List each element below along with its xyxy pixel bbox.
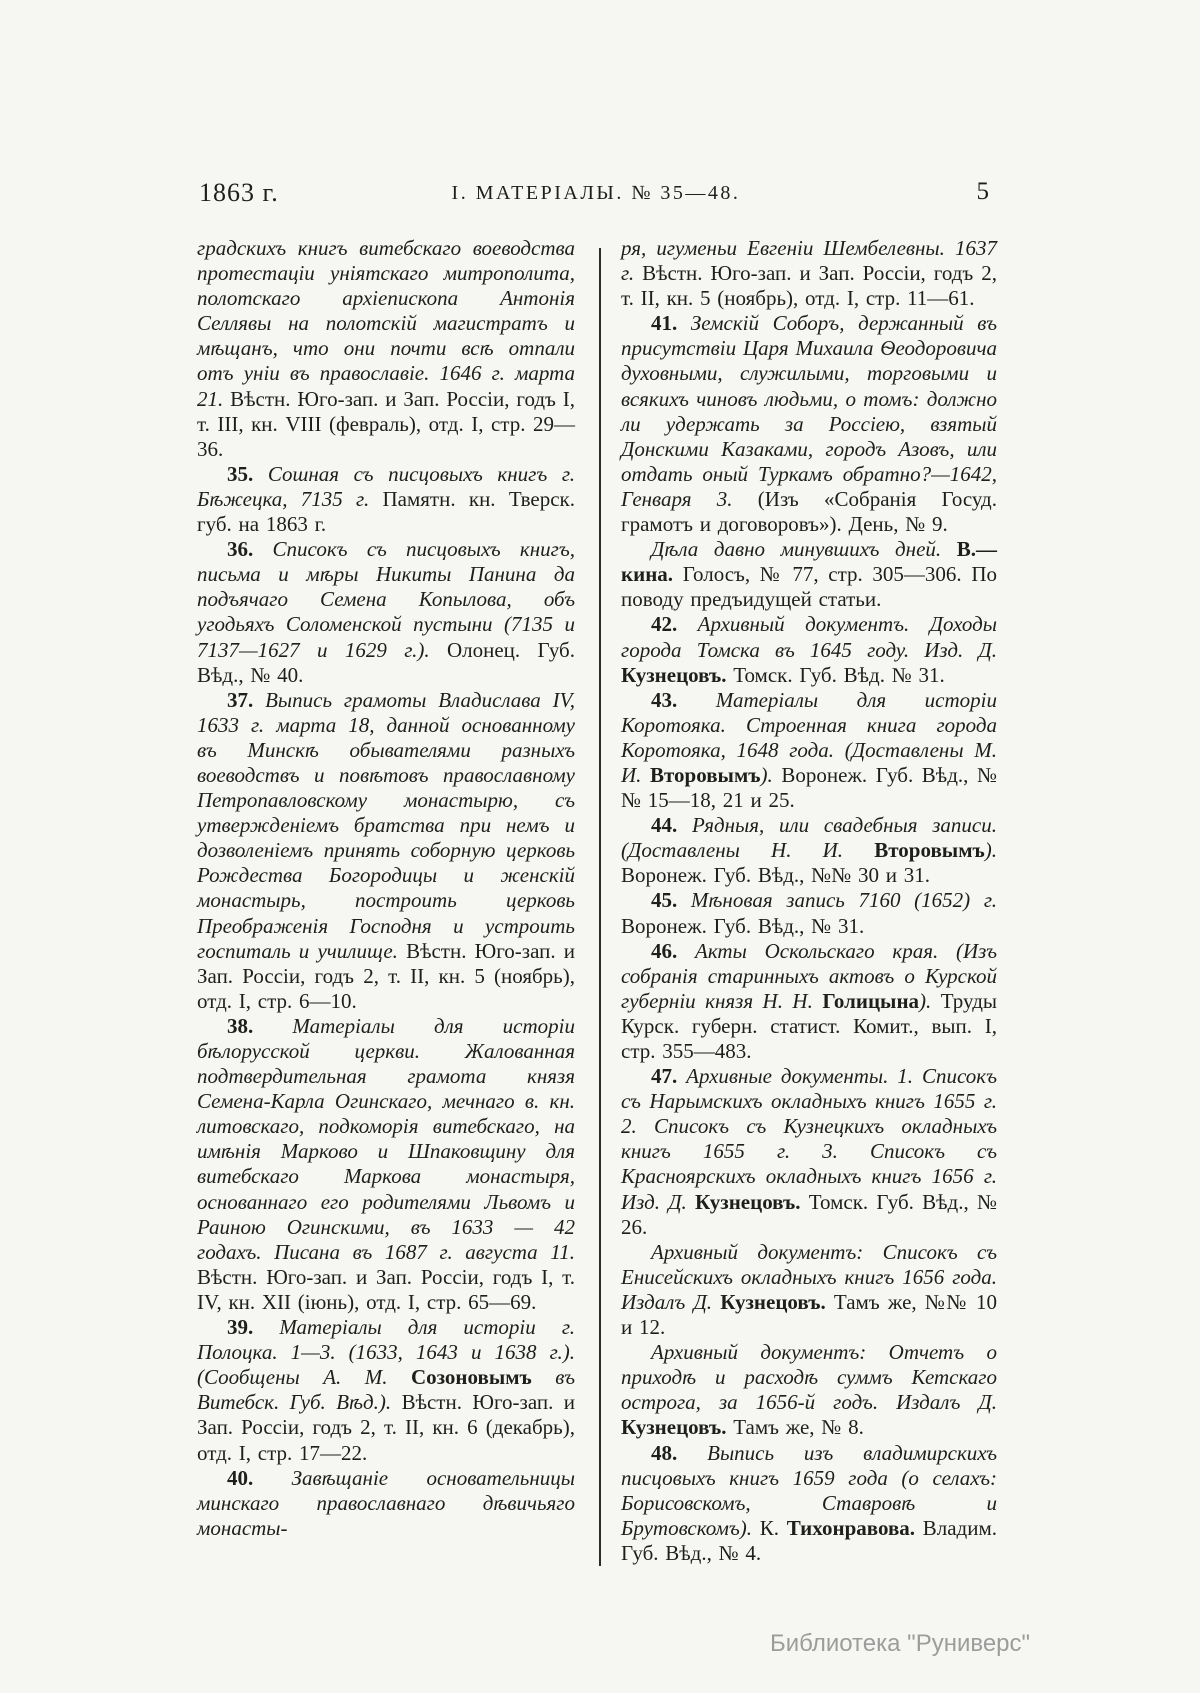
text-segment: Кузнецовъ. bbox=[695, 1189, 801, 1214]
text-segment: Тамъ же, №№ 10 и 12. bbox=[621, 1289, 998, 1340]
text-segment: Вѣстн. Юго-зап. и Зап. Россіи, годъ 2, т. II, кн. 5 (ноябрь), отд. I, стр. 11—61. bbox=[621, 261, 998, 311]
text-segment: 45. bbox=[651, 888, 678, 913]
entry-paragraph bbox=[621, 612, 997, 687]
text-segment: Томск. Губ. Вѣд. № 31. bbox=[726, 662, 945, 687]
text-segment: въ Витебск. Губ. Вѣд.). bbox=[197, 1365, 575, 1415]
text-segment: Вѣстн. Юго-зап. и Зап. Россіи, годъ 2, т. II, кн. 5 (ноябрь), отд. I, стр. 6—10. bbox=[197, 938, 575, 1013]
text-segment: Матеріалы для исторіи Коротояка. Строенная книга города Коротояка, 1648 года. (Доставлены М. И. bbox=[621, 687, 997, 787]
text-segment: 46. bbox=[651, 938, 678, 963]
text-segment: Созоновымъ bbox=[410, 1365, 532, 1390]
entry-paragraph bbox=[621, 688, 997, 813]
text-segment: Сошная съ писцовыхъ книгъ г. Бѣжецка, 7135 г. bbox=[197, 461, 575, 511]
text-segment: Акты Оскольскаго края. (Изъ собранія старинныхъ актовъ о Курской губерніи князя Н. Н. bbox=[621, 938, 997, 1013]
text-segment: 37. bbox=[227, 687, 254, 712]
entry-paragraph bbox=[621, 1064, 997, 1240]
text-segment: ря, игуменьи Евгеніи Шембелевны. 1637 г. bbox=[621, 236, 997, 286]
text-segment: Архивные документы. 1. Списокъ съ Нарымскихъ окладныхъ книгъ 1655 г. 2. Списокъ съ Кузнецкихъ окладныхъ книгъ 1655 г. 3. Списокъ съ Красноярскихъ окладныхъ книгъ 1656 г. Изд. Д. bbox=[621, 1064, 997, 1214]
text-segment: Архивный документъ. Доходы города Томска въ 1645 году. Изд. Д. bbox=[621, 612, 997, 662]
entry-paragraph bbox=[621, 939, 997, 1064]
text-segment: Земскій Соборъ, держанный въ присутствіи Царя Михаила Ѳеодоровича духовными, служилыми, торговыми и всякихъ чиновъ людьми, о томъ: должно ли удержать за Россіею, взятый Донскими Казаками, городъ Азовъ, или отдать оный Туркамъ обратно?—1642, Генваря 3. bbox=[621, 311, 997, 511]
text-segment: Воронеж. Губ. Вѣд., № 31. bbox=[621, 913, 865, 938]
column-right bbox=[601, 236, 997, 1566]
text-segment: Архивный документъ: Отчетъ о приходѣ и расходѣ суммъ Кетскаго острога, за 1656-й годъ. Издалъ Д. bbox=[621, 1340, 997, 1415]
text-segment: Второвымъ bbox=[650, 762, 761, 787]
text-segment: (Изъ «Собранія Госуд. грамотъ и договоровъ»). День, № 9. bbox=[621, 486, 997, 537]
text-segment: Воронеж. Губ. Вѣд., №№ 30 и 31. bbox=[621, 863, 930, 888]
text-segment: Выпись изъ владимирскихъ писцовыхъ книгъ 1659 года (о селахъ: Борисовскомъ, Ставровѣ и Брутовскомъ). bbox=[621, 1440, 997, 1540]
entry-paragraph bbox=[621, 1340, 997, 1440]
text-segment: В.—кина. bbox=[621, 537, 997, 587]
text-segment: Кузнецовъ. bbox=[621, 662, 727, 687]
column-left bbox=[197, 236, 575, 1566]
text-segment: ). bbox=[919, 988, 941, 1013]
entry-paragraph bbox=[197, 462, 575, 537]
text-segment: Олонец. Губ. Вѣд., № 40. bbox=[197, 637, 575, 687]
text-segment: К. bbox=[759, 1515, 787, 1540]
text-segment: Голосъ, № 77, стр. 305—306. По поводу предъидущей статьи. bbox=[621, 562, 997, 612]
text-segment: Вѣстн. Юго-зап. и Зап. Россіи, годъ I, т. III, кн. VIII (февраль), отд. I, стр. 29—36. bbox=[197, 386, 576, 461]
entry-paragraph bbox=[621, 537, 997, 612]
text-segment: Вѣстн. Юго-зап. и Зап. Россіи, годъ I, т. IV, кн. XII (іюнь), отд. I, стр. 65—69. bbox=[197, 1264, 575, 1314]
entry-paragraph bbox=[197, 1315, 575, 1466]
text-segment: Выпись грамоты Владислава IV, 1633 г. марта 18, данной основанному въ Минскѣ обывателями разныхъ воеводствъ и повѣтовъ православному Петропавловскому монастырю, съ утвержденіемъ братства при немъ и дозволеніемъ принять соборную церковь Рождества Богородицы и женскій монастырь, построить церковь Преображенія Господня и устроить госпиталь и училище. bbox=[197, 687, 575, 963]
text-segment: Томск. Губ. Вѣд., № 26. bbox=[621, 1189, 997, 1239]
text-segment: 48. bbox=[651, 1440, 678, 1465]
entry-paragraph bbox=[621, 1441, 997, 1566]
text-segment: Кузнецовъ. bbox=[720, 1289, 826, 1314]
text-segment: Архивный документъ: Списокъ съ Енисейскихъ окладныхъ книгъ 1656 года. Издалъ Д. bbox=[621, 1239, 997, 1314]
entry-paragraph bbox=[197, 688, 575, 1014]
text-segment: Вѣстн. Юго-зап. и Зап. Россіи, годъ 2, т. II, кн. 6 (декабрь), отд. I, стр. 17—22. bbox=[197, 1390, 575, 1465]
text-segment: Матеріалы для исторіи г. Полоцка. 1—3. (1633, 1643 и 1638 г.). (Сообщены А. М. bbox=[197, 1315, 575, 1390]
entry-paragraph bbox=[197, 1466, 575, 1541]
text-segment: 40. bbox=[227, 1465, 254, 1490]
entry-paragraph bbox=[197, 1014, 575, 1315]
entry-paragraph bbox=[621, 813, 997, 888]
text-segment: Второвымъ bbox=[874, 838, 985, 863]
text-segment: градскихъ книгъ витебскаго воеводства протестаціи уніятскаго митрополита, полотскаго архіепископа Антонія Селлявы на полотскій магистратъ и мѣщанъ, что они почти всѣ отпали отъ уніи въ православіе. 1646 г. марта 21. bbox=[197, 236, 575, 411]
entry-paragraph bbox=[197, 537, 575, 688]
header-page-number: 5 bbox=[976, 178, 989, 205]
text-segment: Матеріалы для исторіи бѣлорусской церкви. Жалованная подтвердительная грамота князя Семена-Карла Огинскаго, мечнаго в. кн. литовскаго, подкоморія витебскаго, на имѣнія Марково и Шпаковщину для витебскаго Маркова монастыря, основаннаго его родителями Львомъ и Раиною Огинскими, въ 1633 — 42 годахъ. Писана въ 1687 г. августа 11. bbox=[197, 1013, 575, 1264]
entry-paragraph bbox=[197, 236, 575, 462]
entry-paragraph bbox=[621, 1240, 997, 1340]
text-segment: 39. bbox=[227, 1315, 254, 1340]
text-segment: 42. bbox=[651, 612, 678, 637]
text-segment: Памятн. кн. Тверск. губ. на 1863 г. bbox=[197, 486, 575, 537]
entry-paragraph bbox=[621, 888, 997, 938]
text-segment: ). bbox=[760, 762, 782, 787]
text-segment: Мѣновая запись 7160 (1652) г. bbox=[677, 888, 997, 913]
text-segment: Списокъ съ писцовыхъ книгъ, письма и мѣры Никиты Панина да подъячаго Семена Копылова, объ угодьяхъ Соломенской пустыни (7135 и 7137—1627 и 1629 г.). bbox=[197, 537, 575, 662]
text-segment: 47. bbox=[651, 1064, 678, 1089]
text-segment: 44. bbox=[651, 813, 678, 838]
text-segment: 36. bbox=[227, 537, 254, 562]
entry-paragraph bbox=[621, 236, 997, 311]
header-year: 1863 г. bbox=[199, 178, 279, 207]
text-segment: Труды Курск. губерн. статист. Комит., вып. I, стр. 355—483. bbox=[621, 988, 997, 1063]
page-header bbox=[197, 176, 995, 210]
header-section-title: І. МАТЕРІАЛЫ. № 35—48. bbox=[451, 182, 741, 204]
text-segment: Дѣла давно минувшихъ дней. bbox=[651, 537, 957, 562]
text-segment: Завѣщаніе основательницы минскаго православнаго дѣвичьяго монасты- bbox=[197, 1465, 575, 1540]
text-columns bbox=[197, 236, 997, 1566]
text-segment: Владим. Губ. Вѣд., № 4. bbox=[621, 1515, 997, 1565]
text-segment: Воронеж. Губ. Вѣд., №№ 15—18, 21 и 25. bbox=[621, 762, 997, 813]
watermark: Библиотека "Руниверс" bbox=[770, 1630, 1031, 1657]
text-segment: Кузнецовъ. bbox=[621, 1415, 727, 1440]
text-segment: Рядныя, или свадебныя записи. (Доставлены Н. И. bbox=[621, 813, 997, 863]
text-segment: 41. bbox=[651, 311, 678, 336]
text-segment: 43. bbox=[651, 687, 678, 712]
text-segment: Тихонравова. bbox=[786, 1515, 916, 1540]
text-segment: 35. bbox=[227, 461, 254, 486]
entry-paragraph bbox=[621, 311, 997, 537]
text-segment: Голицына bbox=[822, 988, 920, 1013]
text-segment: 38. bbox=[227, 1013, 254, 1038]
text-segment: Тамъ же, № 8. bbox=[726, 1415, 864, 1440]
text-segment: ). bbox=[984, 838, 997, 863]
